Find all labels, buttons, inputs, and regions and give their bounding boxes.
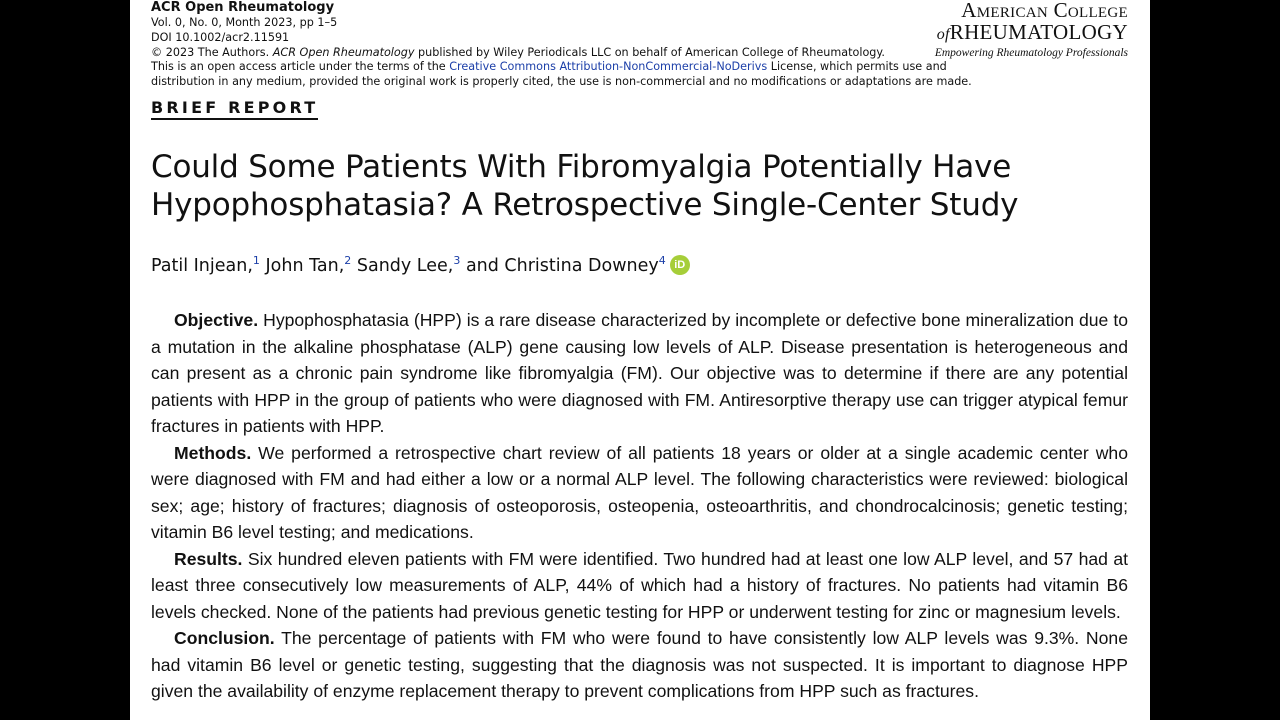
author-affiliation[interactable]: 1 [252, 254, 260, 267]
license-line [151, 60, 991, 75]
copyright-suffix: published by Wiley Periodicals LLC on behalf of American College of Rheumatology. [418, 45, 885, 59]
document-page [130, 0, 1150, 720]
logo-line-1: American College [961, 0, 1128, 22]
copyright-journal: ACR Open Rheumatology [272, 45, 415, 59]
author-affiliation[interactable]: 4 [658, 254, 666, 267]
author-name: and Christina Downey [465, 256, 659, 276]
volume-line: Vol. 0, No. 0, Month 2023, pp 1–5 [151, 16, 338, 29]
results-text: Six hundred eleven patients with FM were identified. Two hundred had at least one low ALP level, and 57 had at least three consecutively low measurements of ALP, 44% of which had a history of fractures. No patients had vitamin B6 levels checked. None of the patients had previous genetic testing for HPP or underwent testing for zinc or magnesium levels. [151, 548, 1128, 622]
abstract-methods [151, 440, 1128, 546]
article-title [151, 148, 1141, 224]
abstract-conclusion [151, 625, 1128, 705]
copyright-prefix: © 2023 The Authors. [151, 45, 270, 59]
author-affiliation[interactable]: 3 [453, 254, 461, 267]
logo-line-2 [935, 21, 1128, 46]
acr-logo [935, 0, 1128, 60]
abstract-results [151, 546, 1128, 626]
author-list [151, 249, 690, 278]
objective-text: Hypophosphatasia (HPP) is a rare disease characterized by incomplete or defective bone mineralization due to a mutation in the alkaline phosphatase (ALP) gene causing low levels of ALP. Disease presentation is heterogeneous and can present as a chronic pain syndrome like fibromyalgia (FM). Our objective was to determine if there are any potential patients with HPP in the group of patients who were diagnosed with FM. Antiresorptive therapy use can trigger atypical femur fractures in patients with HPP. [151, 310, 1129, 436]
section-tag: BRIEF REPORT [151, 98, 318, 120]
title-line-1: Could Some Patients With Fibromyalgia Potentially Have [151, 149, 1012, 185]
abstract-objective [151, 307, 1128, 440]
journal-header [151, 0, 991, 90]
license-link[interactable]: Creative Commons Attribution-NonCommercial-NoDerivs [449, 60, 768, 74]
author-name: Patil Injean, [151, 256, 253, 276]
logo-tagline: Empowering Rheumatology Professionals [934, 47, 1128, 59]
orcid-icon[interactable]: iD [670, 255, 690, 275]
title-line-2: Hypophosphatasia? A Retrospective Single-Center Study [151, 187, 1019, 223]
abstract [151, 307, 1128, 705]
author-name: John Tan, [265, 256, 345, 276]
doi-line: DOI 10.1002/acr2.11591 [151, 30, 290, 44]
methods-text: We performed a retrospective chart review of all patients 18 years or older at a single academic center who were diagnosed with FM and had either a low or a normal ALP level. The following characteristics were reviewed: biological sex; age; history of fractures; diagnosis of osteoporosis, osteopenia, osteoarthritis, and chondrocalcinosis; genetic testing; vitamin B6 level testing; and medications. [151, 442, 1128, 542]
license-line-2: distribution in any medium, provided the original work is properly cited, the use is non-commercial and no modifications or adaptations are made. [151, 75, 972, 89]
logo-rheumatology: RHEUMATOLOGY [949, 20, 1128, 44]
conclusion-label: Conclusion. [174, 628, 275, 648]
author-affiliation[interactable]: 2 [344, 254, 352, 267]
conclusion-text: The percentage of patients with FM who were found to have consistently low ALP levels was 9.3%. None had vitamin B6 level or genetic testing, suggesting that the diagnosis was not suspected. It is important to diagnose HPP given the availability of enzyme replacement therapy to prevent complications from HPP such as fractures. [151, 628, 1128, 701]
copyright-line [151, 46, 991, 61]
methods-label: Methods. [174, 442, 252, 463]
results-label: Results. [174, 548, 243, 569]
license-prefix: This is an open access article under the terms of the [151, 60, 446, 74]
objective-label: Objective. [174, 310, 259, 330]
journal-name: ACR Open Rheumatology [151, 0, 335, 15]
author-name: Sandy Lee, [356, 256, 454, 276]
license-suffix: License, which permits use and [770, 60, 947, 74]
logo-of: of [936, 26, 950, 43]
